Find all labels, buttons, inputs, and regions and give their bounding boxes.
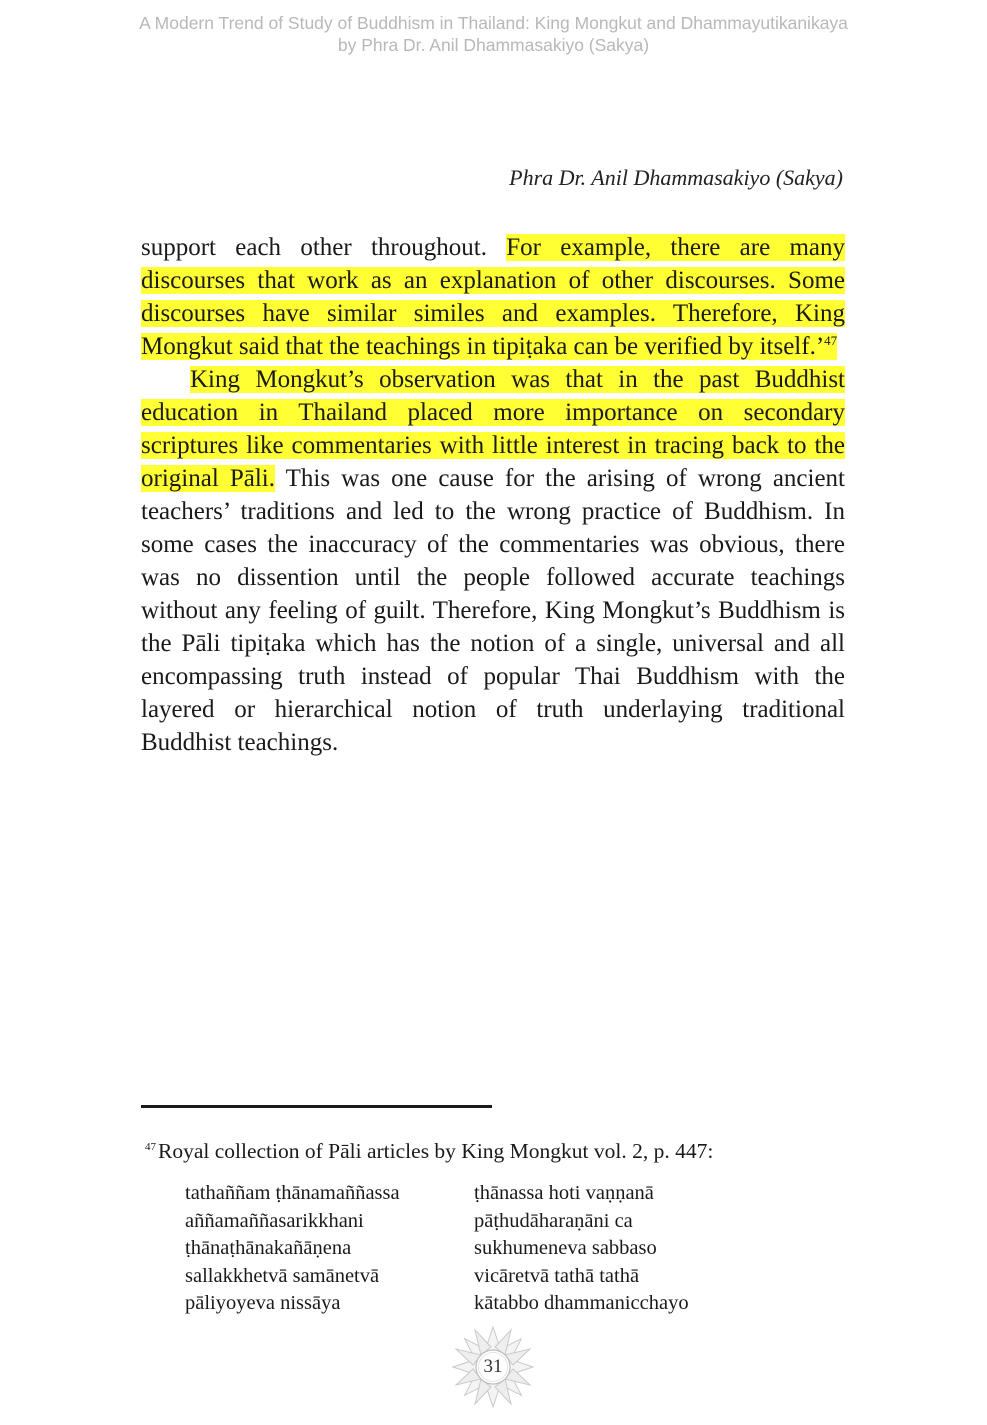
- watermark-author: by Phra Dr. Anil Dhammasakiyo (Sakya): [337, 35, 650, 55]
- body-text: [141, 231, 845, 759]
- footnote-divider: [141, 1105, 492, 1108]
- verse-left: aññamaññasarikkhani: [185, 1209, 364, 1232]
- verse-right: kātabbo dhammanicchayo: [474, 1292, 689, 1314]
- footnote-reference: 47: [824, 333, 838, 348]
- verse-right: pāṭhudāharaṇāni ca: [474, 1209, 633, 1232]
- paragraph-2: [141, 363, 845, 759]
- page-number-ornament: [451, 1325, 535, 1409]
- verse-right: vicāretvā tathā tathā: [474, 1264, 640, 1287]
- page-number: 31: [483, 1356, 503, 1377]
- verse-left: tathaññam ṭhānamaññassa: [185, 1182, 400, 1204]
- footnote: [145, 1137, 845, 1165]
- verse-line: [185, 1263, 805, 1291]
- footnote-text: Royal collection of Pāli articles by King Mongkut vol. 2, p. 447:: [158, 1139, 714, 1163]
- verse-line: [185, 1290, 805, 1318]
- verse-left: pāliyoyeva nissāya: [185, 1292, 341, 1314]
- verse-right: ṭhānassa hoti vaṇṇanā: [474, 1182, 654, 1204]
- paragraph-2-highlight: King Mongkut’s observation was that in the past Buddhist education in Thailand placed more importance on secondary scriptures like commentaries with little interest in tracing back to the original Pāli.: [141, 366, 845, 492]
- running-head-author: Phra Dr. Anil Dhammasakiyo (Sakya): [509, 165, 843, 190]
- paragraph-1-highlight-text: For example, there are many discourses that work as an explanation of other discourses. Some discourses have similar similes and examples. Therefore, King Mongkut said that the teachings in tipiṭaka can be verified by itself.’: [141, 234, 845, 360]
- verse-line: [185, 1235, 805, 1263]
- pali-verse: [185, 1180, 805, 1318]
- verse-right: sukhumeneva sabbaso: [474, 1237, 657, 1259]
- verse-left: sallakkhetvā samānetvā: [185, 1264, 380, 1287]
- paragraph-2-plain: This was one cause for the arising of wrong ancient teachers’ traditions and led to the wrong practice of Buddhism. In some cases the inaccuracy of the commentaries was obvious, there was no dissention until the people followed accurate teachings without any feeling of guilt. Therefore, King Mongkut’s Buddhism is the Pāli tipiṭaka which has the notion of a single, universal and all encompassing truth instead of popular Thai Buddhism with the layered or hierarchical notion of truth underlaying traditional Buddhist teachings.: [141, 465, 846, 756]
- watermark-header: [0, 12, 987, 56]
- paragraph-1: [141, 231, 845, 363]
- paragraph-1-plain: support each other throughout.: [141, 234, 507, 261]
- verse-line: [185, 1208, 805, 1236]
- verse-left: ṭhānaṭhānakañāṇena: [185, 1237, 352, 1259]
- verse-line: [185, 1180, 805, 1208]
- footnote-number: 47: [145, 1141, 156, 1153]
- watermark-title: A Modern Trend of Study of Buddhism in Thailand: King Mongkut and Dhammayutikanikaya: [139, 13, 848, 33]
